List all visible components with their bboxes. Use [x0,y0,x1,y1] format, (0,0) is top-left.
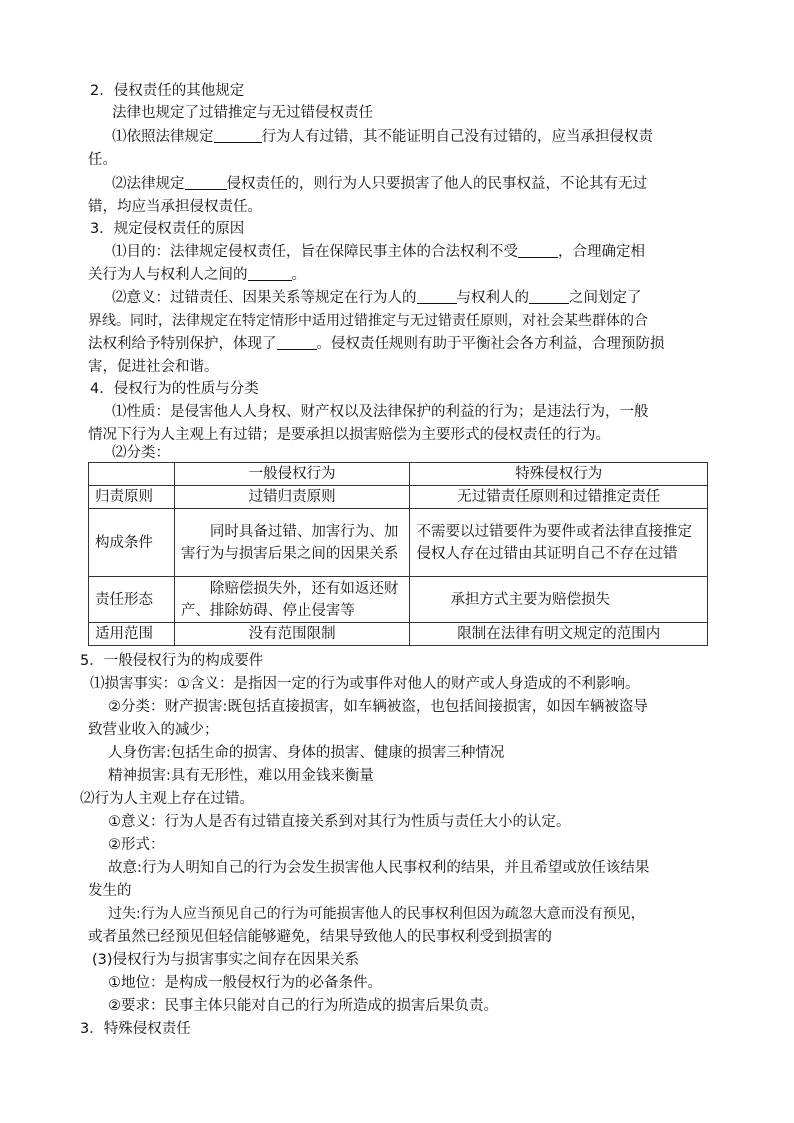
paragraph-line: 错，均应当承担侵权责任。 [88,199,262,215]
section-heading: 4．侵权行为的性质与分类 [90,381,259,397]
paragraph-line [112,173,647,195]
fill-blank[interactable] [277,334,317,350]
table-cell: 承担方式主要为赔偿损失 [410,577,708,623]
text: ⑴依照法律规定 [112,129,214,145]
paragraph-line: (3)侵权行为与损害事实之间存在因果关系 [92,952,360,968]
table-header-cell: 特殊侵权行为 [410,463,708,486]
paragraph-line: 发生的 [88,883,132,899]
fill-blank[interactable] [518,242,558,258]
table-cell: 责任形态 [89,577,175,623]
table-cell: 同时具备过错、加害行为、加害行为与损害后果之间的因果关系 [174,509,410,577]
paragraph: 法律也规定了过错推定与无过错侵权责任 [112,105,373,121]
table-row [89,486,708,509]
section-heading: 2．侵权责任的其他规定 [90,83,245,99]
paragraph-line: 任。 [88,152,117,168]
paragraph-line: 精神损害:具有无形性，难以用金钱来衡量 [108,768,374,784]
paragraph-line: ⑵分类： [112,445,170,461]
text: ⑴目的：法律规定侵权责任，旨在保障民事主体的合法权利不受 [112,244,518,260]
table-header-cell: 一般侵权行为 [174,463,410,486]
paragraph-line: ①地位：是构成一般侵权行为的必备条件。 [108,975,382,991]
table-header-row [89,463,708,486]
text: 之间划定了 [569,290,642,306]
table-cell: 限制在法律有明文规定的范围内 [410,623,708,646]
text: 与权利人的 [456,290,529,306]
paragraph-line [112,287,642,309]
table-cell: 没有范围限制 [174,623,410,646]
fill-blank[interactable] [214,127,262,143]
text: 侵权责任的，则行为人只要损害了他人的民事权益，不论其有无过 [226,176,647,192]
paragraph-line: ②要求：民事主体只能对自己的行为所造成的损害后果负责。 [108,998,498,1014]
text: 行为人有过错，其不能证明自己没有过错的，应当承担侵权责 [261,129,653,145]
paragraph-line: ⑴性质：是侵害他人人身权、财产权以及法律保护的利益的行为；是违法行为，一般 [112,404,649,420]
paragraph-line [88,333,665,355]
table-cell: 无过错责任原则和过错推定责任 [410,486,708,509]
tort-classification-table [88,462,708,646]
section-heading: 5．一般侵权行为的构成要件 [80,653,264,669]
text: 。侵权责任规则有助于平衡社会各方利益，合理预防损 [316,336,665,352]
table-cell: 不需要以过错要件为要件或者法律直接推定侵权人存在过错由其证明自己不存在过错 [410,509,708,577]
table-row [89,623,708,646]
paragraph-line [88,264,306,286]
table-cell: 过错归责原则 [174,486,410,509]
section-heading: 3．特殊侵权责任 [80,1021,191,1037]
paragraph-line: ⑴损害事实：①含义：是指因一定的行为或事件对他人的财产或人身造成的不利影响。 [90,676,640,692]
text: 。 [291,267,306,283]
paragraph-line: ②分类：财产损害:既包括直接损害，如车辆被盗，也包括间接损害，如因车辆被盗导 [108,699,648,715]
table-row [89,577,708,623]
paragraph-line: 致营业收入的减少； [88,722,219,738]
fill-blank[interactable] [529,288,569,304]
table-cell: 适用范围 [89,623,175,646]
paragraph-line: 害，促进社会和谐。 [88,359,219,375]
paragraph-line: ①意义：行为人是否有过错直接关系到对其行为性质与责任大小的认定。 [108,814,571,830]
table-row [89,509,708,577]
text: 关行为人与权利人之间的 [88,267,248,283]
paragraph-line: 界线。同时，法律规定在特定情形中适用过错推定与无过错责任原则，对社会某些群体的合 [88,313,648,329]
fill-blank[interactable] [248,265,292,281]
table-cell: 构成条件 [89,509,175,577]
fill-blank[interactable] [185,174,227,190]
text: ，合理确定相 [558,244,645,260]
text: ⑵法律规定 [112,176,185,192]
text: ⑵意义：过错责任、因果关系等规定在行为人的 [112,290,417,306]
paragraph-line: 情况下行为人主观上有过错；是要承担以损害赔偿为主要形式的侵权责任的行为。 [88,427,610,443]
paragraph-line: ⑵行为人主观上存在过错。 [80,791,254,807]
paragraph-line: 或者虽然已经预见但轻信能够避免，结果导致他人的民事权利受到损害的 [88,929,552,945]
paragraph-line: 人身伤害:包括生命的损害、身体的损害、健康的损害三种情况 [108,745,505,761]
table-cell: 除赔偿损失外，还有如返还财产、排除妨碍、停止侵害等 [174,577,410,623]
paragraph-line [112,126,653,148]
paragraph-line: ②形式： [108,837,165,853]
section-heading: 3．规定侵权责任的原因 [90,221,245,237]
text: 法权利给予特别保护，体现了 [88,336,277,352]
paragraph-line: 过失:行为人应当预见自己的行为可能损害他人的民事权利但因为疏忽大意而没有预见， [108,906,645,922]
table-header-cell [89,463,175,486]
fill-blank[interactable] [417,288,457,304]
paragraph-line [112,241,645,263]
paragraph-line: 故意:行为人明知自己的行为会发生损害他人民事权利的结果，并且希望或放任该结果 [108,860,650,876]
table-cell: 归责原则 [89,486,175,509]
